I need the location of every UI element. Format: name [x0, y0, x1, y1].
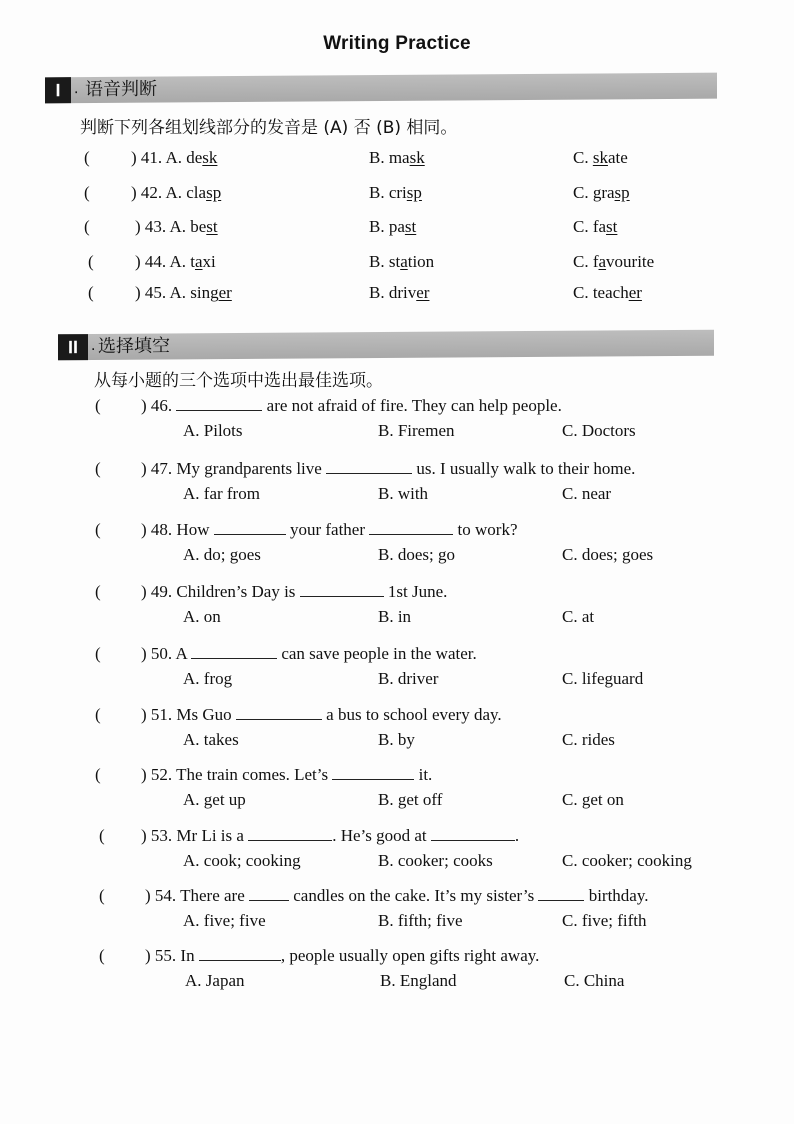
answer-paren-50[interactable]: (	[95, 644, 101, 663]
answer-blank	[431, 826, 515, 841]
choice-48-c: C. does; goes	[562, 545, 654, 564]
answer-paren-45[interactable]: (	[88, 283, 94, 302]
choice-46-b: B. Firemen	[378, 421, 455, 440]
question-46: ) 46. are not afraid of fire. They can help people.	[141, 396, 562, 415]
answer-paren-54[interactable]: (	[99, 886, 105, 905]
choice-48-a: A. do; goes	[183, 545, 261, 564]
answer-blank	[214, 520, 286, 535]
choice-51-b: B. by	[378, 730, 415, 749]
answer-blank	[176, 396, 262, 411]
choice-54-c: C. five; fifth	[562, 911, 647, 930]
answer-paren-53[interactable]: (	[99, 826, 105, 845]
option-b-42-underlined: sp	[406, 183, 422, 202]
choice-53-c: C. cooker; cooking	[562, 851, 692, 870]
choice-46-a: A. Pilots	[183, 421, 243, 440]
page-title: Writing Practice	[323, 33, 471, 54]
option-b-42: B. crisp	[369, 183, 422, 202]
answer-blank	[248, 826, 332, 841]
question-55: ) 55. In , people usually open gifts right away.	[145, 946, 540, 965]
answer-paren-46[interactable]: (	[95, 396, 101, 415]
section-1-label: 语音判断	[85, 78, 157, 101]
choice-47-c: C. near	[562, 484, 612, 503]
choice-51-a: A. takes	[183, 730, 239, 749]
choice-52-c: C. get on	[562, 790, 624, 809]
answer-blank	[191, 644, 277, 659]
option-a-45: ) 45. A. singer	[135, 283, 232, 302]
option-c-41: C. skate	[573, 148, 628, 167]
option-c-41-underlined: sk	[592, 148, 608, 167]
answer-paren-42[interactable]: (	[84, 183, 90, 202]
option-a-45-underlined: er	[218, 283, 232, 302]
answer-paren-49[interactable]: (	[95, 582, 101, 601]
choice-46-c: C. Doctors	[562, 421, 636, 440]
choice-50-c: C. lifeguard	[562, 669, 644, 688]
option-c-43-underlined: st	[606, 217, 618, 236]
option-b-45: B. driver	[369, 283, 430, 302]
choice-48-b: B. does; go	[378, 545, 455, 564]
option-b-44-underlined: a	[400, 252, 408, 271]
option-c-44: C. favourite	[573, 252, 655, 271]
section-2-number: II	[58, 334, 88, 360]
section-2-instruction: 从每小题的三个选项中选出最佳选项。	[94, 371, 383, 391]
question-51: ) 51. Ms Guo a bus to school every day.	[141, 705, 502, 724]
option-a-42: ) 42. A. clasp	[131, 183, 222, 202]
option-b-41-underlined: sk	[409, 148, 425, 167]
question-47: ) 47. My grandparents live us. I usually walk to their home.	[141, 459, 636, 478]
option-b-44: B. station	[369, 252, 435, 271]
question-53: ) 53. Mr Li is a . He’s good at .	[141, 826, 520, 845]
option-a-41: ) 41. A. desk	[131, 148, 218, 167]
option-c-45: C. teacher	[573, 283, 642, 302]
option-a-43: ) 43. A. best	[135, 217, 218, 236]
choice-55-a: A. Japan	[185, 971, 245, 990]
section-1-banner: I . 语音判断	[45, 73, 717, 104]
option-b-43-underlined: st	[404, 217, 417, 236]
answer-paren-47[interactable]: (	[95, 459, 101, 478]
question-54: ) 54. There are candles on the cake. It’s my sister’s birthday.	[145, 886, 649, 905]
choice-54-b: B. fifth; five	[378, 911, 463, 930]
option-c-43: C. fast	[573, 217, 618, 236]
option-b-43: B. past	[369, 217, 417, 236]
choice-47-a: A. far from	[183, 484, 260, 503]
option-b-45-underlined: er	[416, 283, 430, 302]
answer-blank	[236, 705, 322, 720]
answer-blank	[369, 520, 453, 535]
choice-55-c: C. China	[564, 971, 625, 990]
answer-blank	[199, 946, 281, 961]
choice-52-a: A. get up	[183, 790, 246, 809]
answer-paren-43[interactable]: (	[84, 217, 90, 236]
answer-paren-52[interactable]: (	[95, 765, 101, 784]
option-a-44-underlined: a	[194, 252, 203, 271]
answer-blank	[332, 765, 414, 780]
choice-51-c: C. rides	[562, 730, 615, 749]
answer-paren-41[interactable]: (	[84, 148, 90, 167]
option-a-44: ) 44. A. taxi	[135, 252, 216, 271]
section-1-instruction: 判断下列各组划线部分的发音是 (A) 否 (B) 相同。	[80, 118, 458, 138]
choice-49-c: C. at	[562, 607, 595, 626]
choice-50-a: A. frog	[183, 669, 233, 688]
choice-49-b: B. in	[378, 607, 412, 626]
choice-53-b: B. cooker; cooks	[378, 851, 493, 870]
choice-49-a: A. on	[183, 607, 221, 626]
answer-paren-44[interactable]: (	[88, 252, 94, 271]
answer-paren-51[interactable]: (	[95, 705, 101, 724]
section-2-label: 选择填空	[98, 335, 170, 358]
question-48: ) 48. How your father to work?	[141, 520, 518, 539]
answer-blank	[249, 886, 289, 901]
section-2-banner: II . 选择填空	[58, 330, 714, 361]
question-50: ) 50. A can save people in the water.	[141, 644, 477, 663]
answer-paren-55[interactable]: (	[99, 946, 105, 965]
choice-55-b: B. England	[380, 971, 457, 990]
question-49: ) 49. Children’s Day is 1st June.	[141, 582, 448, 601]
answer-blank	[326, 459, 412, 474]
answer-blank	[538, 886, 584, 901]
option-b-41: B. mask	[369, 148, 425, 167]
section-1-number: I	[45, 77, 71, 103]
choice-53-a: A. cook; cooking	[183, 851, 301, 870]
choice-47-b: B. with	[378, 484, 429, 503]
choice-52-b: B. get off	[378, 790, 443, 809]
question-52: ) 52. The train comes. Let’s it.	[141, 765, 433, 784]
option-a-41-underlined: sk	[202, 148, 218, 167]
option-c-42-underlined: sp	[614, 183, 630, 202]
choice-54-a: A. five; five	[183, 911, 266, 930]
option-a-43-underlined: st	[206, 217, 218, 236]
option-a-42-underlined: sp	[206, 183, 222, 202]
option-c-42: C. grasp	[573, 183, 630, 202]
option-c-45-underlined: er	[628, 283, 642, 302]
choice-50-b: B. driver	[378, 669, 439, 688]
answer-blank	[300, 582, 384, 597]
answer-paren-48[interactable]: (	[95, 520, 101, 539]
option-c-44-underlined: a	[598, 252, 607, 271]
